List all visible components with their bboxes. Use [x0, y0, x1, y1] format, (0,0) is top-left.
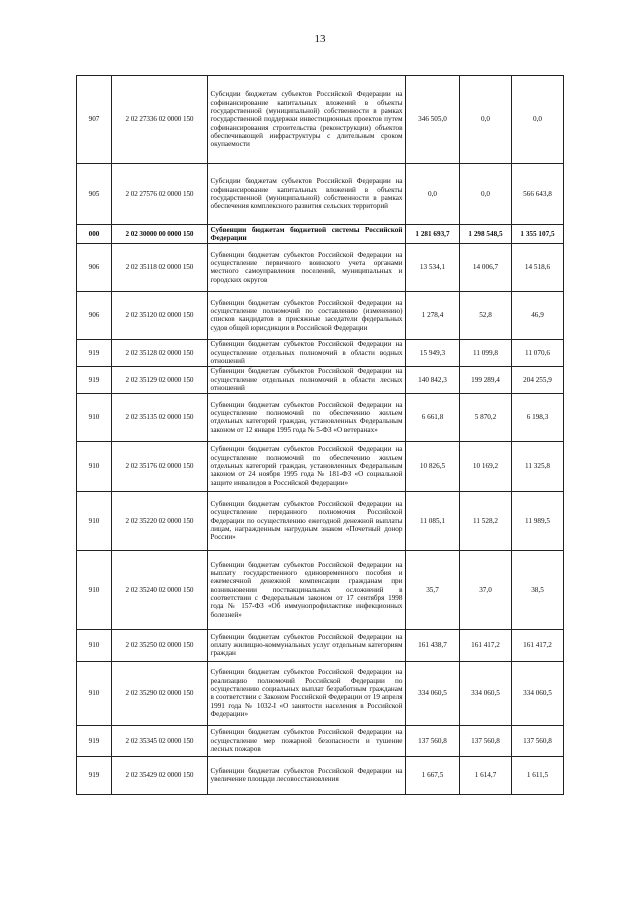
amount-year-3-cell: 204 255,9	[512, 366, 564, 393]
admin-code-cell: 910	[77, 661, 112, 725]
admin-code-cell: 906	[77, 243, 112, 291]
amount-year-1-cell: 6 661,8	[406, 393, 460, 441]
budget-revenue-table	[76, 75, 564, 795]
amount-year-3-cell: 334 060,5	[512, 661, 564, 725]
amount-year-2-cell: 11 099,8	[460, 339, 512, 366]
amount-year-3-cell: 11 325,8	[512, 441, 564, 491]
budget-classification-code-cell: 2 02 35220 02 0000 150	[112, 491, 208, 550]
revenue-name-cell: Субвенции бюджетам субъектов Российской Федерации на осуществление отдельных полномочий в области водных отношений	[208, 339, 406, 366]
amount-year-1-cell: 137 560,8	[406, 725, 460, 756]
amount-year-3-cell: 46,9	[512, 291, 564, 339]
table-row	[77, 756, 564, 794]
amount-year-3-cell: 1 355 107,5	[512, 225, 564, 244]
budget-classification-code-cell: 2 02 35250 02 0000 150	[112, 629, 208, 661]
amount-year-1-cell: 1 667,5	[406, 756, 460, 794]
revenue-name-cell: Субвенции бюджетам субъектов Российской Федерации на осуществление отдельных полномочий в области лесных отношений	[208, 366, 406, 393]
revenue-name-cell: Субвенции бюджетам бюджетной системы Российской Федерации	[208, 225, 406, 244]
amount-year-2-cell: 10 169,2	[460, 441, 512, 491]
amount-year-2-cell: 0,0	[460, 76, 512, 164]
amount-year-1-cell: 161 438,7	[406, 629, 460, 661]
admin-code-cell: 919	[77, 366, 112, 393]
page-number: 13	[314, 33, 326, 45]
table-row	[77, 661, 564, 725]
budget-classification-code-cell: 2 02 35120 02 0000 150	[112, 291, 208, 339]
amount-year-2-cell: 1 298 548,5	[460, 225, 512, 244]
amount-year-2-cell: 52,8	[460, 291, 512, 339]
revenue-name-cell: Субвенции бюджетам субъектов Российской Федерации на осуществление полномочий по обеспечению жильем отдельных категорий граждан, установленных Федеральным законом от 24 ноября 1995 года № 181-ФЗ «О социальной защите инвалидов в Российской Федерации»	[208, 441, 406, 491]
admin-code-cell: 910	[77, 491, 112, 550]
table-row	[77, 164, 564, 225]
table-row	[77, 441, 564, 491]
admin-code-cell: 000	[77, 225, 112, 244]
amount-year-3-cell: 11 070,6	[512, 339, 564, 366]
budget-classification-code-cell: 2 02 35135 02 0000 150	[112, 393, 208, 441]
revenue-name-cell: Субвенции бюджетам субъектов Российской Федерации на осуществление полномочий по составлению (изменению) списков кандидатов в присяжные заседатели федеральных судов общей юрисдикции в Российской Федерации	[208, 291, 406, 339]
amount-year-1-cell: 35,7	[406, 550, 460, 629]
budget-classification-code-cell: 2 02 35118 02 0000 150	[112, 243, 208, 291]
revenue-name-cell: Субвенции бюджетам субъектов Российской Федерации на оплату жилищно-коммунальных услуг отдельным категориям граждан	[208, 629, 406, 661]
revenue-name-cell: Субвенции бюджетам субъектов Российской Федерации на осуществление первичного воинского учета органами местного самоуправления поселений, муниципальных и городских округов	[208, 243, 406, 291]
amount-year-2-cell: 161 417,2	[460, 629, 512, 661]
amount-year-2-cell: 199 289,4	[460, 366, 512, 393]
budget-classification-code-cell: 2 02 35345 02 0000 150	[112, 725, 208, 756]
revenue-name-cell: Субвенции бюджетам субъектов Российской Федерации на осуществление переданного полномочия Российской Федерации по осуществлению ежегодной денежной выплаты лицам, награжденным нагрудным знаком «Почетный донор России»	[208, 491, 406, 550]
table-row	[77, 725, 564, 756]
admin-code-cell: 907	[77, 76, 112, 164]
admin-code-cell: 919	[77, 725, 112, 756]
table-row	[77, 550, 564, 629]
admin-code-cell: 910	[77, 629, 112, 661]
revenue-name-cell: Субвенции бюджетам субъектов Российской Федерации на осуществление мер пожарной безопасности и тушение лесных пожаров	[208, 725, 406, 756]
budget-classification-code-cell: 2 02 35129 02 0000 150	[112, 366, 208, 393]
amount-year-3-cell: 1 611,5	[512, 756, 564, 794]
budget-classification-code-cell: 2 02 27336 02 0000 150	[112, 76, 208, 164]
revenue-name-cell: Субвенции бюджетам субъектов Российской Федерации на осуществление полномочий по обеспечению жильем отдельных категорий граждан, установленных Федеральным законом от 12 января 1995 года № 5-ФЗ «О ветеранах»	[208, 393, 406, 441]
amount-year-3-cell: 6 198,3	[512, 393, 564, 441]
amount-year-3-cell: 137 560,8	[512, 725, 564, 756]
revenue-name-cell: Субвенции бюджетам субъектов Российской Федерации на выплату государственного единовременного пособия и ежемесячной денежной компенсации гражданам при возникновении поствакцинальных осложнений в соответствии с Федеральным законом от 17 сентября 1998 года № 157-ФЗ «Об иммунопрофилактике инфекционных болезней»	[208, 550, 406, 629]
table-row	[77, 629, 564, 661]
table-row	[77, 225, 564, 244]
admin-code-cell: 910	[77, 393, 112, 441]
amount-year-1-cell: 13 534,1	[406, 243, 460, 291]
revenue-name-cell: Субвенции бюджетам субъектов Российской Федерации на реализацию полномочий Российской Федерации по осуществлению социальных выплат безработным гражданам в соответствии с Законом Российской Федерации от 19 апреля 1991 года № 1032-I «О занятости населения в Российской Федерации»	[208, 661, 406, 725]
budget-classification-code-cell: 2 02 35128 02 0000 150	[112, 339, 208, 366]
amount-year-2-cell: 1 614,7	[460, 756, 512, 794]
amount-year-2-cell: 137 560,8	[460, 725, 512, 756]
amount-year-1-cell: 10 826,5	[406, 441, 460, 491]
admin-code-cell: 910	[77, 550, 112, 629]
table-row	[77, 491, 564, 550]
amount-year-3-cell: 161 417,2	[512, 629, 564, 661]
amount-year-1-cell: 0,0	[406, 164, 460, 225]
admin-code-cell: 919	[77, 756, 112, 794]
admin-code-cell: 910	[77, 441, 112, 491]
amount-year-3-cell: 38,5	[512, 550, 564, 629]
table-row	[77, 76, 564, 164]
amount-year-2-cell: 0,0	[460, 164, 512, 225]
amount-year-1-cell: 1 281 693,7	[406, 225, 460, 244]
budget-classification-code-cell: 2 02 30000 00 0000 150	[112, 225, 208, 244]
revenue-name-cell: Субсидии бюджетам субъектов Российской Федерации на софинансирование капитальных вложений в объекты государственной (муниципальной) собственности в рамках государственной поддержки инвестиционных проектов путем софинансирования строительства (реконструкции) объектов обеспечивающей инфраструктуры с длительным сроком окупаемости	[208, 76, 406, 164]
amount-year-1-cell: 140 842,3	[406, 366, 460, 393]
amount-year-1-cell: 334 060,5	[406, 661, 460, 725]
amount-year-1-cell: 15 949,3	[406, 339, 460, 366]
budget-classification-code-cell: 2 02 27576 02 0000 150	[112, 164, 208, 225]
budget-classification-code-cell: 2 02 35176 02 0000 150	[112, 441, 208, 491]
amount-year-3-cell: 14 518,6	[512, 243, 564, 291]
amount-year-2-cell: 5 870,2	[460, 393, 512, 441]
revenue-name-cell: Субсидии бюджетам субъектов Российской Федерации на софинансирование капитальных вложений в объекты государственной (муниципальной) собственности в рамках обеспечения комплексного развития сельских территорий	[208, 164, 406, 225]
table-row	[77, 243, 564, 291]
admin-code-cell: 905	[77, 164, 112, 225]
table-row	[77, 366, 564, 393]
table-row	[77, 393, 564, 441]
budget-classification-code-cell: 2 02 35429 02 0000 150	[112, 756, 208, 794]
amount-year-2-cell: 14 006,7	[460, 243, 512, 291]
table-row	[77, 291, 564, 339]
budget-classification-code-cell: 2 02 35290 02 0000 150	[112, 661, 208, 725]
admin-code-cell: 906	[77, 291, 112, 339]
table-row	[77, 339, 564, 366]
amount-year-1-cell: 346 505,0	[406, 76, 460, 164]
amount-year-2-cell: 334 060,5	[460, 661, 512, 725]
amount-year-2-cell: 11 528,2	[460, 491, 512, 550]
amount-year-2-cell: 37,0	[460, 550, 512, 629]
revenue-name-cell: Субвенции бюджетам субъектов Российской Федерации на увеличение площади лесовосстановления	[208, 756, 406, 794]
amount-year-1-cell: 1 278,4	[406, 291, 460, 339]
amount-year-3-cell: 566 643,8	[512, 164, 564, 225]
amount-year-1-cell: 11 085,1	[406, 491, 460, 550]
admin-code-cell: 919	[77, 339, 112, 366]
amount-year-3-cell: 0,0	[512, 76, 564, 164]
amount-year-3-cell: 11 989,5	[512, 491, 564, 550]
budget-classification-code-cell: 2 02 35240 02 0000 150	[112, 550, 208, 629]
